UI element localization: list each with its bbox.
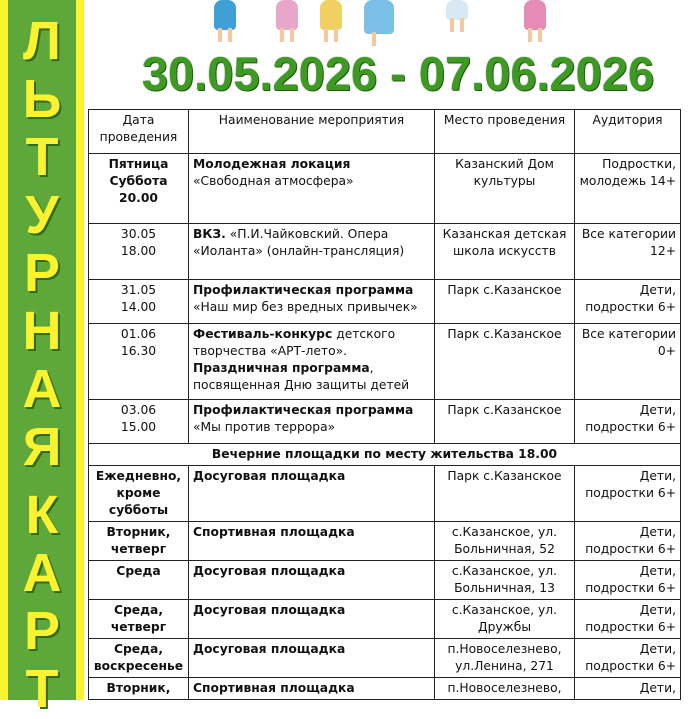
event-audience: Дети, подростки 6+ bbox=[575, 400, 681, 444]
header-date: Дата проведения bbox=[89, 110, 189, 154]
child-figure bbox=[320, 0, 342, 30]
event-place: Казанская детская школа искусств bbox=[435, 224, 575, 280]
banner-letter: А bbox=[22, 359, 62, 419]
table-row bbox=[89, 324, 681, 400]
header-place: Место проведения bbox=[435, 110, 575, 154]
table-row bbox=[89, 678, 681, 700]
banner-letter: Т bbox=[25, 659, 59, 719]
header-audience: Аудитория bbox=[575, 110, 681, 154]
event-place: Парк с.Казанское bbox=[435, 280, 575, 324]
event-date: Ежедневно, кроме субботы bbox=[89, 466, 189, 522]
event-name: Досуговая площадка bbox=[189, 466, 435, 522]
event-date: Среда, воскресенье bbox=[89, 639, 189, 678]
event-date: 03.06 15.00 bbox=[89, 400, 189, 444]
event-place: Парк с.Казанское bbox=[435, 400, 575, 444]
event-name: Фестиваль-конкурс детского творчества «АРТ-лето». Праздничная программа, посвященная Дню защиты детей bbox=[189, 324, 435, 400]
event-place: Парк с.Казанское bbox=[435, 466, 575, 522]
event-place: с.Казанское, ул. Дружбы bbox=[435, 600, 575, 639]
event-name: Досуговая площадка bbox=[189, 639, 435, 678]
event-place: Казанский Дом культуры bbox=[435, 154, 575, 224]
table-row bbox=[89, 561, 681, 600]
event-date: 31.05 14.00 bbox=[89, 280, 189, 324]
event-audience: Подростки, молодежь 14+ bbox=[575, 154, 681, 224]
event-date: Вторник, bbox=[89, 678, 189, 700]
table-row bbox=[89, 224, 681, 280]
event-audience: Дети, подростки 6+ bbox=[575, 600, 681, 639]
banner-letter: Л bbox=[23, 11, 61, 71]
event-date: Пятница Суббота 20.00 bbox=[89, 154, 189, 224]
header-name: Наименование мероприятия bbox=[189, 110, 435, 154]
event-name: Профилактическая программа «Мы против террора» bbox=[189, 400, 435, 444]
child-figure bbox=[214, 0, 236, 30]
section-title: Вечерние площадки по месту жительства 18.00 bbox=[89, 444, 681, 466]
event-date: 01.06 16.30 bbox=[89, 324, 189, 400]
banner-letter: Я bbox=[22, 417, 62, 477]
event-audience: Все категории 12+ bbox=[575, 224, 681, 280]
event-audience: Дети, подростки 6+ bbox=[575, 280, 681, 324]
event-place: п.Новоселезнево, bbox=[435, 678, 575, 700]
banner-letter: Т bbox=[25, 127, 59, 187]
event-audience: Дети, подростки 6+ bbox=[575, 561, 681, 600]
table-row bbox=[89, 639, 681, 678]
event-name: Досуговая площадка bbox=[189, 561, 435, 600]
event-name: ВКЗ. «П.И.Чайковский. Опера «Иоланта» (онлайн-трансляция) bbox=[189, 224, 435, 280]
event-date: Среда, четверг bbox=[89, 600, 189, 639]
banner-letter: Н bbox=[22, 301, 62, 361]
banner-letter: Р bbox=[23, 243, 61, 303]
child-figure bbox=[364, 0, 394, 34]
table-row bbox=[89, 522, 681, 561]
event-place: п.Новоселезнево, ул.Ленина, 271 bbox=[435, 639, 575, 678]
table-row bbox=[89, 600, 681, 639]
side-banner-green bbox=[8, 0, 76, 719]
event-name: Профилактическая программа «Наш мир без вредных привычек» bbox=[189, 280, 435, 324]
event-audience: Дети, bbox=[575, 678, 681, 700]
event-name: Спортивная площадка bbox=[189, 522, 435, 561]
table-row bbox=[89, 280, 681, 324]
date-range-heading: 30.05.2026 - 07.06.2026 bbox=[141, 47, 655, 100]
event-place: с.Казанское, ул. Больничная, 13 bbox=[435, 561, 575, 600]
banner-letter: А bbox=[22, 543, 62, 603]
table-row bbox=[89, 154, 681, 224]
child-figure bbox=[446, 0, 468, 20]
side-banner bbox=[0, 0, 84, 719]
table-header-row bbox=[89, 110, 681, 154]
child-figure bbox=[276, 0, 298, 30]
banner-letter: К bbox=[25, 485, 59, 545]
event-place: Парк с.Казанское bbox=[435, 324, 575, 400]
banner-letter: Ь bbox=[22, 69, 62, 129]
table-row bbox=[89, 400, 681, 444]
event-name: Молодежная локация «Свободная атмосфера» bbox=[189, 154, 435, 224]
event-name: Досуговая площадка bbox=[189, 600, 435, 639]
event-place: с.Казанское, ул. Больничная, 52 bbox=[435, 522, 575, 561]
event-audience: Дети, подростки 6+ bbox=[575, 522, 681, 561]
event-audience: Дети, подростки 6+ bbox=[575, 466, 681, 522]
event-audience: Дети, подростки 6+ bbox=[575, 639, 681, 678]
child-figure bbox=[524, 0, 546, 30]
events-table bbox=[88, 109, 681, 700]
event-date: Вторник, четверг bbox=[89, 522, 189, 561]
event-audience: Все категории 0+ bbox=[575, 324, 681, 400]
section-row bbox=[89, 444, 681, 466]
children-cartoon-illustration bbox=[84, 0, 700, 44]
banner-letter: У bbox=[25, 185, 59, 245]
table-row bbox=[89, 466, 681, 522]
banner-letter: Р bbox=[23, 601, 61, 661]
event-date: 30.05 18.00 bbox=[89, 224, 189, 280]
event-date: Среда bbox=[89, 561, 189, 600]
event-name: Спортивная площадка bbox=[189, 678, 435, 700]
